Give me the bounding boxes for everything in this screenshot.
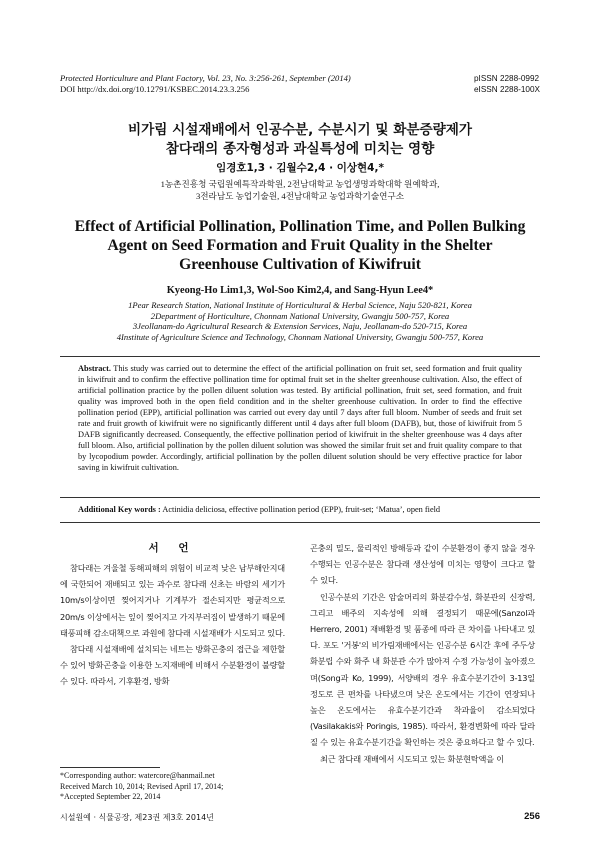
korean-title-line2: 참다래의 종자형성과 과실특성에 미치는 영향 [165,141,435,157]
intro-paragraph-1: 참다래는 겨울철 동해피해의 위험이 비교적 낮은 남부해안지대에 국한되어 재배되고 있는 과수로 참다래 신초는 바람의 세기가 10m/s이상이면 찢어지거나 기계부가 절손되지만 평균적으로 20m/s 이상에서는 잎이 찢어지고 가지부러짐이 발생하기 때문에 태풍피해 감소대책으로 과원에 참다래 시설재배가 시도되고 있다. [60,563,285,638]
english-authors-text: Kyeong-Ho Lim1,3, Wol-Soo Kim2,4, and Sang-Hyun Lee4* [166,285,434,296]
intro-paragraph-3: 곤충의 밀도, 물리적인 방해등과 같이 수분환경이 좋지 않을 경우 수행되는 인공수분은 참다래 생산성에 미치는 영향이 크다고 할 수 있다. [310,543,535,586]
keywords-top-rule [60,497,540,498]
footnotes [60,771,300,803]
page-footer [60,812,540,823]
english-title-line2: Agent on Seed Formation and Fruit Quality in the Shelter [107,237,493,254]
abstract-text: This study was carried out to determine the effect of the artificial pollination on fruit set, seed formation and fruit quality in kiwifruit and to confirm the effective pollination time for optimal fruit set in the shelter greenhouse cultivation. Also, the effect of artificial pollination practice by the pollen diluent solution was tested. By artificial pollination, fruit set, seed formation, and fruit quality was improved both in the open field condition and in the shelter greenhouse cultivation. In order to find the effective pollination period (EPP), artificial pollination was carried out every day until 7 days after full bloom. Number of seeds and fruit set rate and fruit growth of kiwifruit were no significantly different until 4 days after full bloom (DAFB), but, those of kiwifruit from 5 DAFB significantly decreased. Consequently, the effective pollination period of kiwifruit in the shelter greenhouse was 4 days after full bloom. Also, artificial pollination by the pollen diluent solution was showed the similar fruit set and fruit quality compare to that by lycopodium powder. Accordingly, artificial pollination by the pollen diluent solution should be very effective practice for labor saving in kiwifruit cultivation. [78,364,522,472]
intro-paragraph-2: 참다래 시설재배에 설치되는 네트는 방화곤충의 접근을 제한할 수 있어 방화곤충을 이용한 노지재배에 비해서 수분환경이 불량할 수 있다. 따라서, 기후환경, 방화 [60,644,285,687]
issn-block [474,73,540,95]
doi-link[interactable]: DOI http://dx.doi.org/10.12791/KSBEC.2014.23.3.256 [60,84,250,94]
footer-journal: 시설원예 · 식물공장, 제23권 제3호 2014년 [60,813,214,822]
accepted-date: *Accepted September 22, 2014 [60,792,161,801]
korean-affiliations [40,178,560,202]
corresponding-author: *Corresponding author: watercore@hanmail.net [60,771,215,780]
keywords [78,505,540,514]
english-aff-4: 4Institute of Agriculture Science and Technology, Chonnam National University, Gwangju 500-757, Korea [116,331,484,342]
keywords-bottom-rule [60,522,540,523]
abstract-top-rule [60,356,540,357]
page-number: 256 [524,811,540,822]
korean-authors [40,160,560,175]
keywords-text: Actinidia deliciosa, effective pollination period (EPP), fruit-set; ‘Matua’, open field [162,505,441,514]
section-title-introduction: 서 언 [148,542,197,554]
intro-paragraph-5: 최근 참다래 재배에서 시도되고 있는 화분현탁액을 이 [320,753,505,764]
english-authors [40,285,560,296]
korean-title [40,121,560,159]
keywords-label: Additional Key words : [78,505,161,514]
korean-aff-line1: 1농촌진흥청 국립원예특작과학원, 2전남대학교 농업생명과학대학 원예학과, [160,179,440,189]
english-aff-3: 3Jeollanam-do Agricultural Research & Extension Services, Naju, Jeollanam-do 520-715, Korea [132,321,468,332]
korean-authors-text: 임경호1,3 · 김월수2,4 · 이상현4,* [216,162,384,174]
english-title [50,217,550,274]
journal-citation: Protected Horticulture and Plant Factory, Vol. 23, No. 3:256-261, September (2014) [60,73,351,83]
korean-title-line1: 비가림 시설재배에서 인공수분, 수분시기 및 화분증량제가 [128,122,472,138]
eissn: eISSN 2288-100X [474,85,540,94]
english-aff-1: 1Pear Research Station, National Institute of Horticultural & Herbal Science, Naju 520-821, Korea [128,300,472,310]
english-affiliations [40,300,560,342]
pissn: pISSN 2288-0992 [474,74,540,83]
english-title-line3: Greenhouse Cultivation of Kiwifruit [179,256,421,273]
received-dates: Received March 10, 2014; Revised April 17, 2014; [60,781,224,791]
body-left-column [60,540,285,690]
footnote-rule [60,767,160,768]
english-title-line1: Effect of Artificial Pollination, Pollination Time, and Pollen Bulking [74,218,526,235]
abstract-label: Abstract. [78,364,111,373]
body-right-column [310,540,535,767]
english-aff-2: 2Department of Horticulture, Chonnam National University, Gwangju 500-757, Korea [150,310,450,321]
intro-paragraph-4: 인공수분의 기간은 암술머리의 화분감수성, 화분관의 신장력, 그리고 배주의 지속성에 의해 결정되기 때문에(Sanzol과 Herrero, 2001) 재배환경 및 품종에 따라 큰 차이를 나타내고 있다. 포도 '거봉'의 비가림재배에서는 인공수분 6시간 후에 주두상 화분립 수와 화주 내 화분관 수가 많아져 수정 가능성이 높아졌으며(Song과 Ko, 1999), 서양배의 경우 유효수분기간이 3-13일 정도로 큰 편차를 나타냈으며 낮은 온도에서는 기간이 연장되나 높은 온도에서는 유효수분기간과 착과율이 감소되었다(Vasilakakis와 Poringis, 1985). 따라서, 환경변화에 따라 달라질 수 있는 유효수분기간을 확인하는 것은 중요하다고 할 수 있다. [310,591,535,748]
abstract [78,364,522,474]
korean-aff-line2: 3전라남도 농업기술원, 4전남대학교 농업과학기술연구소 [195,191,405,201]
journal-header [60,73,540,95]
